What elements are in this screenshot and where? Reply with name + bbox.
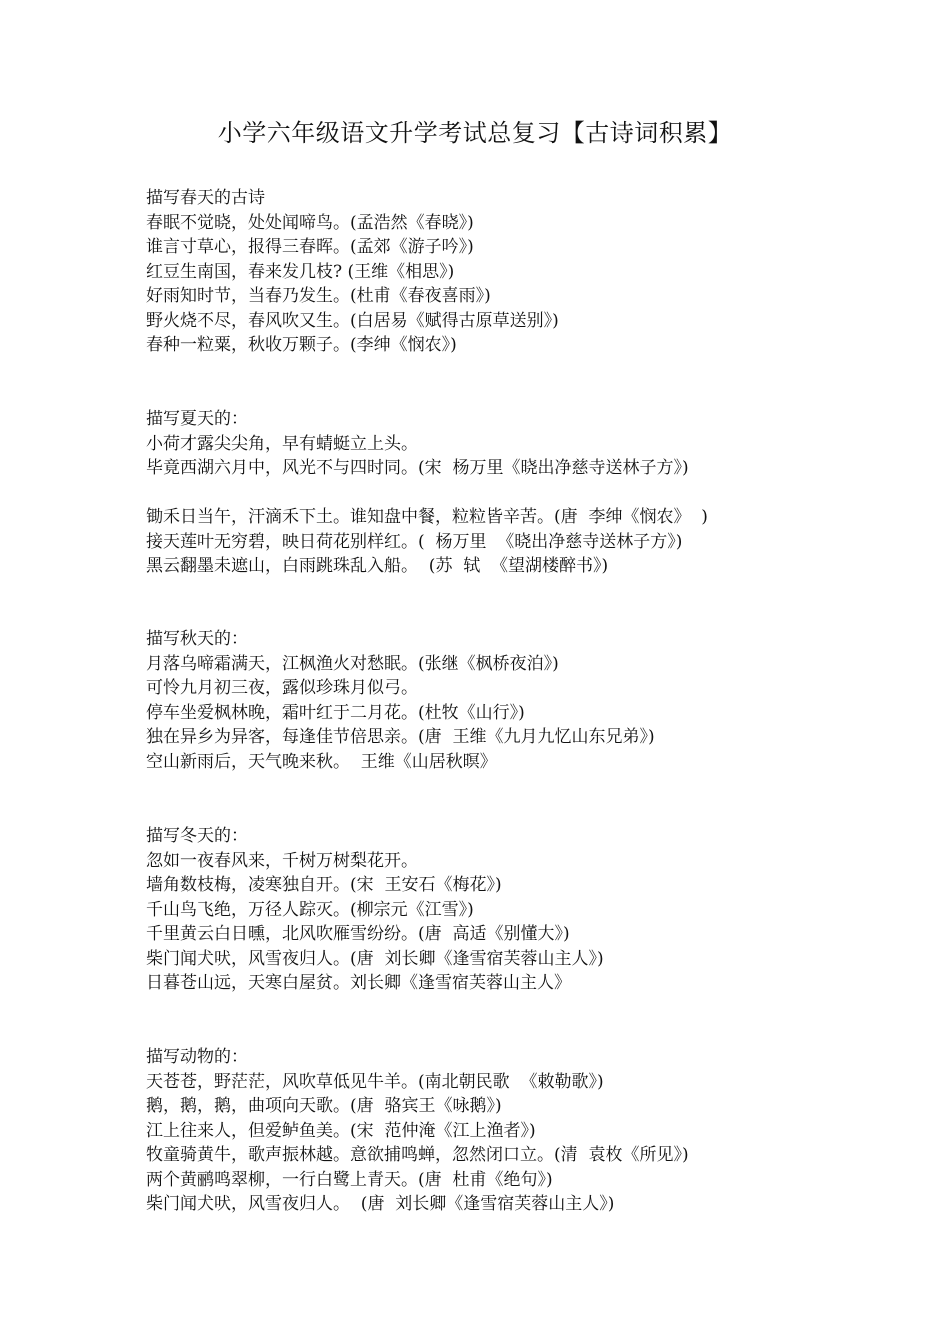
poem-line: 可怜九月初三夜，露似珍珠月似弓。: [146, 678, 418, 698]
poem-line: 鹅，鹅，鹅，曲项向天歌。(唐 骆宾王《咏鹅》): [146, 1096, 502, 1116]
poem-line: 独在异乡为异客，每逢佳节倍思亲。(唐 王维《九月九忆山东兄弟》): [146, 727, 655, 747]
poem-line: 春眠不觉晓，处处闻啼鸟。(孟浩然《春晓》): [146, 212, 474, 233]
poem-line: 两个黄鹂鸣翠柳，一行白鹭上青天。(唐 杜甫《绝句》): [146, 1169, 553, 1190]
section-spring: [146, 186, 906, 358]
poem-line: 好雨知时节，当春乃发生。(杜甫《春夜喜雨》): [146, 286, 491, 306]
section-animals: [146, 1045, 906, 1217]
poem-line: 千里黄云白日曛，北风吹雁雪纷纷。(唐 高适《别懂大》): [146, 924, 570, 944]
poem-line: 锄禾日当午，汗滴禾下土。谁知盘中餐，粒粒皆辛苦。(唐 李绅《悯农》 ): [146, 507, 708, 527]
poem-line: 接天莲叶无穷碧，映日荷花别样红。( 杨万里 《晓出净慈寺送林子方》): [146, 531, 683, 552]
poem-line: 野火烧不尽，春风吹又生。(白居易《赋得古原草送别》): [146, 310, 559, 331]
poem-line: 毕竟西湖六月中，风光不与四时同。(宋 杨万里《晓出净慈寺送林子方》): [146, 458, 689, 478]
poem-line: 牧童骑黄牛，歌声振林越。意欲捕鸣蝉，忽然闭口立。(清 袁枚《所见》): [146, 1145, 689, 1165]
poem-line: 日暮苍山远，天寒白屋贫。刘长卿《逢雪宿芙蓉山主人》: [146, 973, 571, 993]
section-summer: [146, 407, 906, 579]
section-winter: [146, 824, 906, 996]
poem-line: 墙角数枝梅，凌寒独自开。(宋 王安石《梅花》): [146, 875, 502, 895]
poem-line: 柴门闻犬吠，风雪夜归人。 (唐 刘长卿《逢雪宿芙蓉山主人》): [146, 1194, 615, 1214]
poem-line: 柴门闻犬吠，风雪夜归人。(唐 刘长卿《逢雪宿芙蓉山主人》): [146, 948, 604, 969]
poem-line: 停车坐爱枫林晚，霜叶红于二月花。(杜牧《山行》): [146, 702, 525, 723]
section-heading: 描写秋天的：: [146, 629, 248, 649]
poem-line: 春种一粒粟，秋收万颗子。(李绅《悯农》): [146, 335, 457, 355]
poem-line: 忽如一夜春风来，千树万树梨花开。: [146, 850, 418, 871]
poem-line: 江上往来人，但爱鲈鱼美。(宋 范仲淹《江上渔者》): [146, 1120, 536, 1141]
poem-line: 小荷才露尖尖角，早有蜻蜓立上头。: [146, 433, 418, 454]
document-title: 小学六年级语文升学考试总复习【古诗词积累】: [217, 119, 733, 147]
section-autumn: [146, 627, 906, 774]
poem-line: 月落乌啼霜满天，江枫渔火对愁眠。(张继《枫桥夜泊》): [146, 653, 559, 674]
section-heading: 描写春天的古诗: [146, 188, 265, 208]
poem-line: 谁言寸草心，报得三春晖。(孟郊《游子吟》): [146, 237, 474, 257]
section-heading: 描写冬天的：: [146, 826, 248, 846]
poem-line: 千山鸟飞绝，万径人踪灭。(柳宗元《江雪》): [146, 899, 474, 920]
poem-line: 红豆生南国，春来发几枝? (王维《相思》): [146, 261, 455, 282]
poem-line: 空山新雨后，天气晚来秋。 王维《山居秋暝》: [146, 751, 497, 772]
section-heading: 描写动物的：: [146, 1047, 248, 1067]
poem-line: 黑云翻墨未遮山，白雨跳珠乱入船。 (苏 轼 《望湖楼醉书》): [146, 556, 609, 576]
poem-line: 天苍苍，野茫茫，风吹草低见牛羊。(南北朝民歌 《敕勒歌》): [146, 1071, 604, 1092]
poem-line-blank: [146, 481, 906, 506]
section-heading: 描写夏天的：: [146, 409, 248, 429]
